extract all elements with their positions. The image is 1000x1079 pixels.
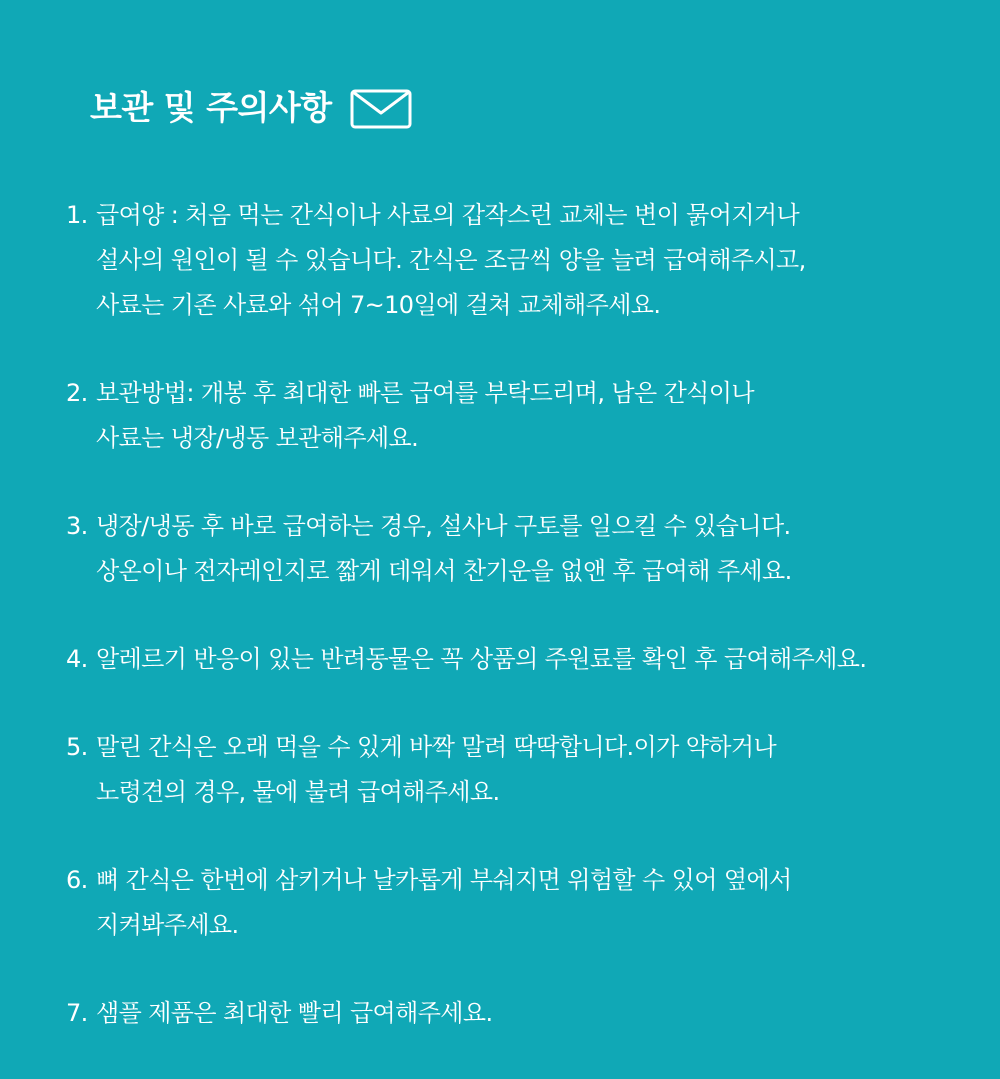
notice-line: 사료는 기존 사료와 섞어 7~10일에 걸쳐 교체해주세요. xyxy=(96,291,661,319)
notice-line: 설사의 원인이 될 수 있습니다. 간식은 조금씩 양을 늘려 급여해주시고, xyxy=(96,246,806,274)
notice-item-3 xyxy=(66,504,946,594)
notice-number: 6. xyxy=(66,866,88,894)
notice-list xyxy=(66,193,946,1079)
notice-line: 알레르기 반응이 있는 반려동물은 꼭 상품의 주원료를 확인 후 급여해주세요. xyxy=(96,645,867,673)
notice-line: 샘플 제품은 최대한 빨리 급여해주세요. xyxy=(96,999,493,1027)
notice-line: 냉장/냉동 후 바로 급여하는 경우, 설사나 구토를 일으킬 수 있습니다. xyxy=(96,512,791,540)
notice-number: 5. xyxy=(66,733,88,761)
notice-number: 2. xyxy=(66,379,88,407)
notice-line: 상온이나 전자레인지로 짧게 데워서 찬기운을 없앤 후 급여해 주세요. xyxy=(96,557,792,585)
notice-line: 급여양 : 처음 먹는 간식이나 사료의 갑작스런 교체는 변이 묽어지거나 xyxy=(96,201,800,229)
page-title: 보관 및 주의사항 xyxy=(90,88,332,127)
notice-number: 4. xyxy=(66,645,88,673)
notice-line: 말린 간식은 오래 먹을 수 있게 바짝 말려 딱딱합니다.이가 약하거나 xyxy=(96,733,777,761)
notice-number: 3. xyxy=(66,512,88,540)
notice-line: 사료는 냉장/냉동 보관해주세요. xyxy=(96,424,419,452)
notice-item-5 xyxy=(66,725,946,815)
notice-line: 뼈 간식은 한번에 삼키거나 날카롭게 부숴지면 위험할 수 있어 옆에서 xyxy=(96,866,792,894)
notice-line: 보관방법: 개봉 후 최대한 빠른 급여를 부탁드리며, 남은 간식이나 xyxy=(96,379,754,407)
envelope-icon xyxy=(350,89,412,129)
notice-item-6 xyxy=(66,858,946,948)
notice-item-1 xyxy=(66,193,946,328)
notice-line: 노령견의 경우, 물에 불려 급여해주세요. xyxy=(96,778,500,806)
notice-number: 1. xyxy=(66,201,88,229)
notice-item-2 xyxy=(66,371,946,461)
notice-item-4 xyxy=(66,637,946,682)
notice-number: 7. xyxy=(66,999,88,1027)
header xyxy=(90,82,412,134)
notice-item-7 xyxy=(66,991,946,1036)
notice-line: 지켜봐주세요. xyxy=(96,911,239,939)
